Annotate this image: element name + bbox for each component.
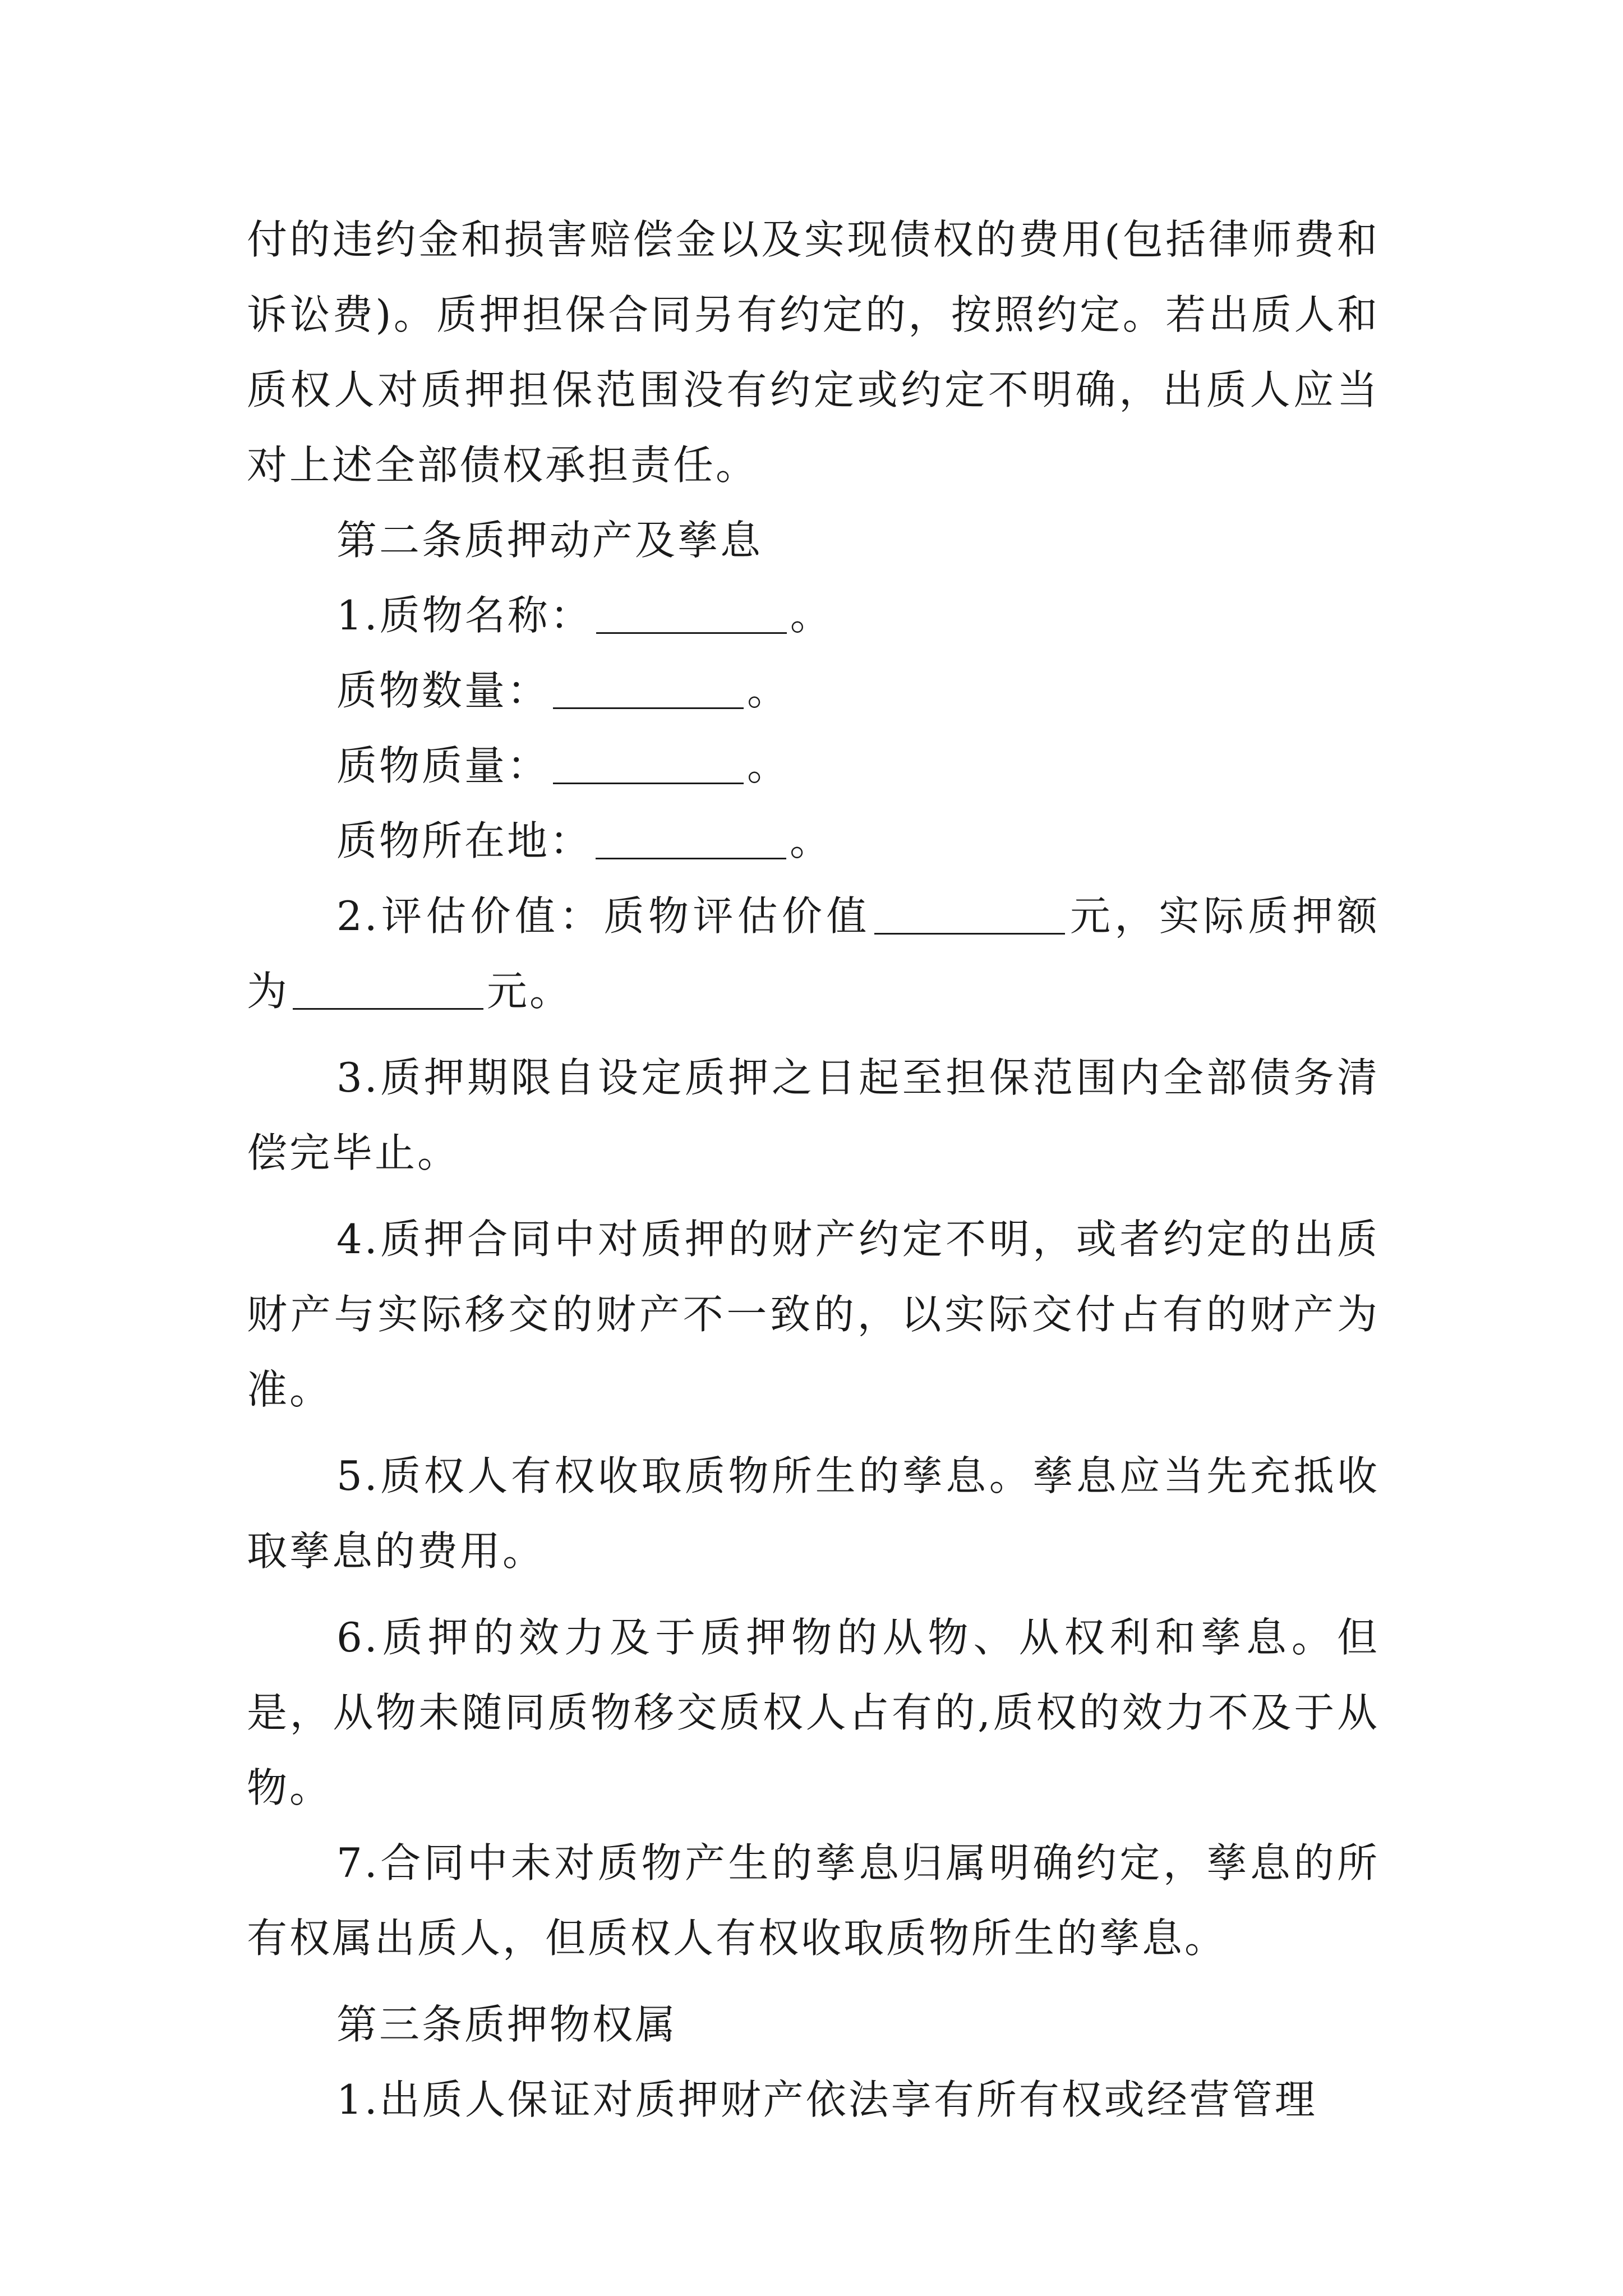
collateral-location-blank[interactable] [596,817,786,859]
collateral-quantity-label: 质物数量： [336,667,550,714]
item-fruits-ownership: 7.合同中未对质物产生的孳息归属明确约定，孳息的所有权属出质人，但质权人有权收取质物所生的孳息。 [247,1839,1380,1962]
appraised-value-suffix: 元。 [487,968,573,1015]
collateral-name-blank[interactable] [596,592,787,634]
item-collateral-name [247,578,1380,653]
paragraph-guarantee-scope: 付的违约金和损害赔偿金以及实现债权的费用(包括律师费和诉讼费)。质押担保合同另有约定的，按照约定。若出质人和质权人对质押担保范围没有约定或约定不明确，出质人应当对上述全部债权承担责任。 [247,216,1380,489]
pledge-amount-blank[interactable] [293,968,483,1010]
article-3-item-1: 1.出质人保证对质押财产依法享有所有权或经营管理 [336,2076,1317,2123]
period-mark: 。 [747,667,790,714]
item-pledge-term: 3.质押期限自设定质押之日起至担保范围内全部债务清偿完毕止。 [247,1054,1380,1176]
item-pledge-effect: 6.质押的效力及于质押物的从物、从权利和孳息。但是，从物未随同质物移交质权人占有的,质权的效力不及于从物。 [247,1614,1380,1811]
document-body [247,202,1380,2137]
collateral-quality-label: 质物质量： [336,742,550,789]
item-collateral-quality [247,728,1380,803]
appraised-value-blank[interactable] [874,892,1065,935]
item-collateral-quantity [247,653,1380,728]
collateral-name-label: 1.质物名称： [336,592,593,639]
item-fruits-collection: 5.质权人有权收取质物所生的孳息。孳息应当先充抵收取孳息的费用。 [247,1452,1380,1575]
appraised-value-mid: 元，实际质押额为 [247,892,1380,1015]
article-3-heading: 第三条质押物权属 [336,2001,678,2048]
period-mark: 。 [790,817,833,864]
item-appraised-value [247,878,1380,1029]
item-collateral-location [247,803,1380,878]
collateral-quantity-blank[interactable] [553,667,744,709]
period-mark: 。 [747,742,790,789]
article-2-heading: 第二条质押动产及孳息 [336,517,763,564]
collateral-quality-blank[interactable] [553,742,744,784]
item-unclear-property: 4.质押合同中对质押的财产约定不明，或者约定的出质财产与实际移交的财产不一致的，以实际交付占有的财产为准。 [247,1216,1380,1413]
collateral-location-label: 质物所在地： [336,817,593,864]
appraised-value-prefix: 2.评估价值：质物评估价值 [336,892,871,940]
period-mark: 。 [790,592,833,639]
